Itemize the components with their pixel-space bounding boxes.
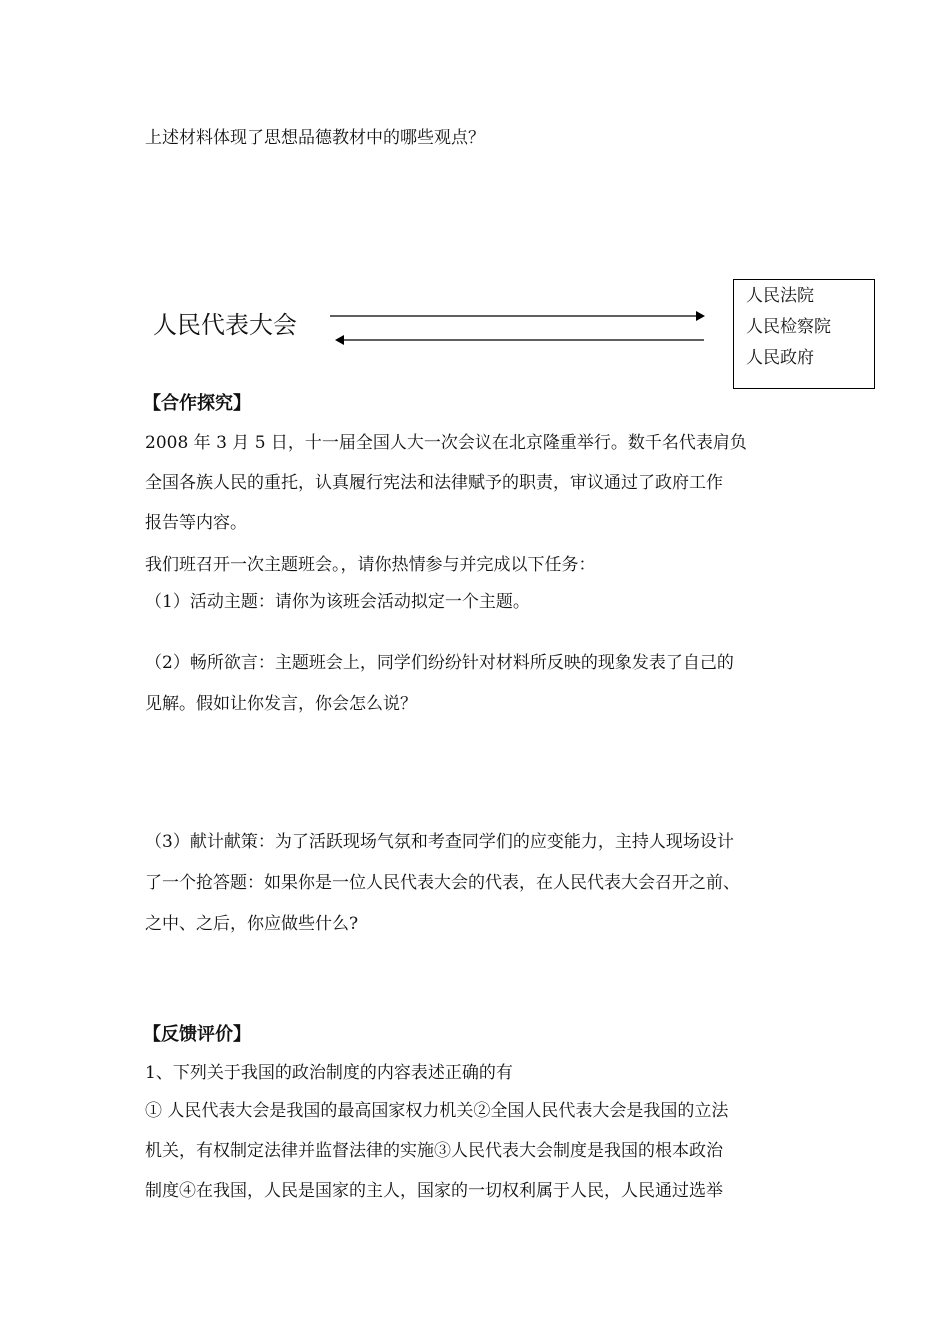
q1-line-1: ① 人民代表大会是我国的最高国家权力机关②全国人民代表大会是我国的立法 [145, 1101, 729, 1121]
material-line-1: 2008 年 3 月 5 日，十一届全国人大一次会议在北京隆重举行。数千名代表肩负 [145, 433, 747, 453]
arrows-graphic [320, 300, 720, 356]
section-heading-feedback: 【反馈评价】 [143, 1024, 251, 1045]
task-2-line-1: （2）畅所欲言：主题班会上，同学们纷纷针对材料所反映的现象发表了自己的 [145, 653, 734, 673]
organs-box [733, 279, 875, 389]
q1-line-2: 机关，有权制定法律并监督法律的实施③人民代表大会制度是我国的根本政治 [145, 1141, 723, 1161]
q1-line-3: 制度④在我国，人民是国家的主人，国家的一切权利属于人民，人民通过选举 [145, 1181, 723, 1201]
task-2-line-2: 见解。假如让你发言，你会怎么说？ [145, 694, 417, 714]
box-item-court: 人民法院 [746, 286, 814, 306]
box-item-procuratorate: 人民检察院 [746, 317, 831, 337]
arrow-left-head [335, 335, 344, 345]
task-3-line-2: 了一个抢答题：如果你是一位人民代表大会的代表，在人民代表大会召开之前、 [145, 873, 740, 893]
task-intro: 我们班召开一次主题班会。，请你热情参与并完成以下任务： [145, 555, 596, 575]
box-item-government: 人民政府 [746, 348, 814, 368]
q1-title: 1、下列关于我国的政治制度的内容表述正确的有 [145, 1063, 513, 1083]
question-intro: 上述材料体现了思想品德教材中的哪些观点？ [145, 128, 485, 148]
task-1: （1）活动主题：请你为该班会活动拟定一个主题。 [145, 592, 530, 612]
diagram-left-label: 人民代表大会 [153, 311, 297, 339]
task-3-line-3: 之中、之后，你应做些什么? [145, 914, 359, 934]
material-line-3: 报告等内容。 [145, 513, 247, 533]
section-heading-cooperate: 【合作探究】 [143, 393, 251, 414]
task-3-line-1: （3）献计献策：为了活跃现场气氛和考查同学们的应变能力，主持人现场设计 [145, 832, 734, 852]
arrow-right-head [696, 311, 705, 321]
material-line-2: 全国各族人民的重托，认真履行宪法和法律赋予的职责，审议通过了政府工作 [145, 473, 723, 493]
